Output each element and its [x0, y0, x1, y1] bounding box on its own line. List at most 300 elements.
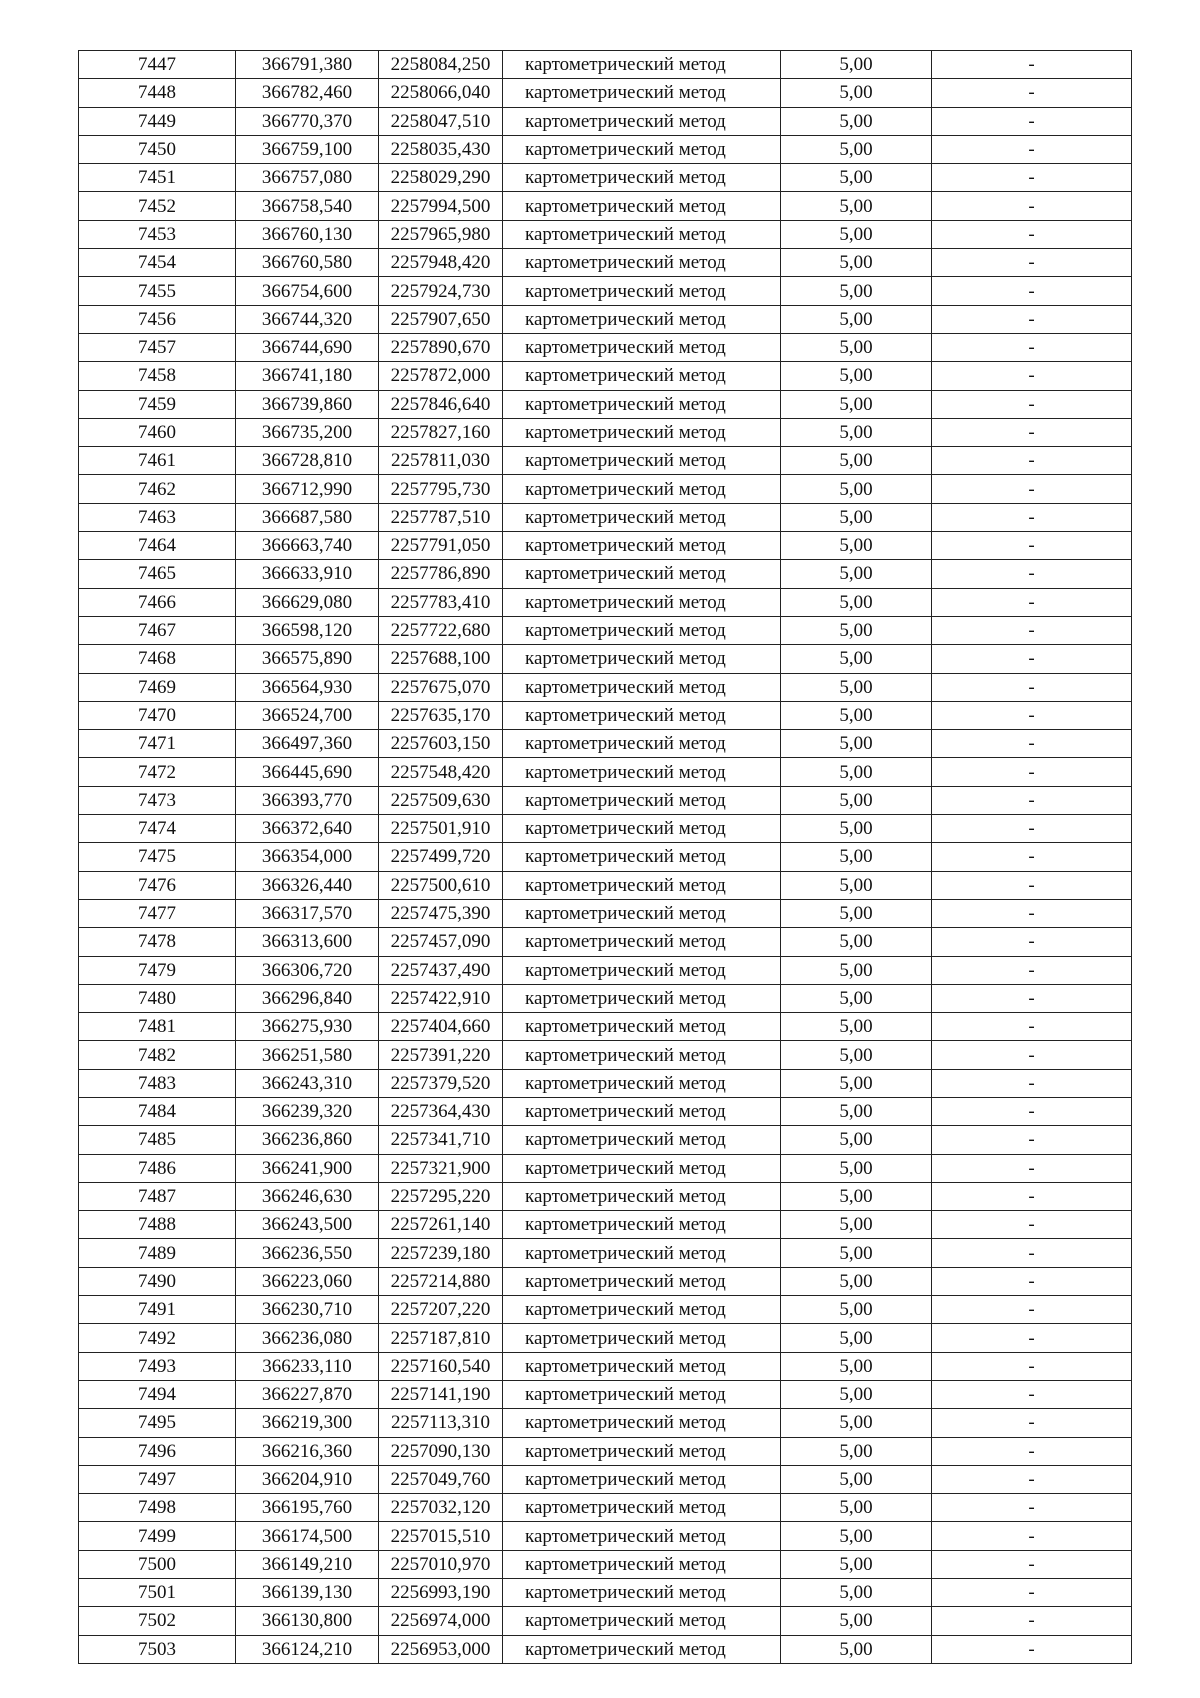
table-row — [79, 107, 1132, 135]
table-row — [79, 871, 1132, 899]
method-cell: картометрический метод — [503, 758, 781, 786]
y-coordinate-cell: 2257090,130 — [379, 1437, 503, 1465]
method-cell: картометрический метод — [503, 79, 781, 107]
accuracy-cell: 5,00 — [781, 956, 932, 984]
point-number-cell: 7496 — [79, 1437, 236, 1465]
y-coordinate-cell: 2258035,430 — [379, 135, 503, 163]
x-coordinate-cell: 366760,580 — [236, 249, 379, 277]
method-cell: картометрический метод — [503, 362, 781, 390]
y-coordinate-cell: 2257509,630 — [379, 786, 503, 814]
accuracy-cell: 5,00 — [781, 390, 932, 418]
point-number-cell: 7478 — [79, 928, 236, 956]
method-cell: картометрический метод — [503, 192, 781, 220]
table-row — [79, 1013, 1132, 1041]
x-coordinate-cell: 366216,360 — [236, 1437, 379, 1465]
point-number-cell: 7502 — [79, 1607, 236, 1635]
x-coordinate-cell: 366296,840 — [236, 984, 379, 1012]
note-cell: - — [932, 1607, 1132, 1635]
table-row — [79, 1522, 1132, 1550]
point-number-cell: 7499 — [79, 1522, 236, 1550]
y-coordinate-cell: 2256953,000 — [379, 1635, 503, 1663]
accuracy-cell: 5,00 — [781, 1267, 932, 1295]
note-cell: - — [932, 815, 1132, 843]
y-coordinate-cell: 2257548,420 — [379, 758, 503, 786]
note-cell: - — [932, 871, 1132, 899]
accuracy-cell: 5,00 — [781, 928, 932, 956]
table-row — [79, 956, 1132, 984]
accuracy-cell: 5,00 — [781, 135, 932, 163]
point-number-cell: 7458 — [79, 362, 236, 390]
x-coordinate-cell: 366326,440 — [236, 871, 379, 899]
note-cell: - — [932, 249, 1132, 277]
y-coordinate-cell: 2257207,220 — [379, 1296, 503, 1324]
note-cell: - — [932, 1465, 1132, 1493]
y-coordinate-cell: 2257872,000 — [379, 362, 503, 390]
y-coordinate-cell: 2256993,190 — [379, 1579, 503, 1607]
method-cell: картометрический метод — [503, 135, 781, 163]
accuracy-cell: 5,00 — [781, 645, 932, 673]
note-cell: - — [932, 786, 1132, 814]
accuracy-cell: 5,00 — [781, 560, 932, 588]
accuracy-cell: 5,00 — [781, 51, 932, 79]
y-coordinate-cell: 2257364,430 — [379, 1097, 503, 1125]
table-row — [79, 1607, 1132, 1635]
accuracy-cell: 5,00 — [781, 503, 932, 531]
accuracy-cell: 5,00 — [781, 79, 932, 107]
note-cell: - — [932, 503, 1132, 531]
note-cell: - — [932, 1494, 1132, 1522]
y-coordinate-cell: 2257321,900 — [379, 1154, 503, 1182]
point-number-cell: 7491 — [79, 1296, 236, 1324]
accuracy-cell: 5,00 — [781, 1069, 932, 1097]
y-coordinate-cell: 2258066,040 — [379, 79, 503, 107]
accuracy-cell: 5,00 — [781, 984, 932, 1012]
note-cell: - — [932, 1013, 1132, 1041]
x-coordinate-cell: 366663,740 — [236, 532, 379, 560]
method-cell: картометрический метод — [503, 1126, 781, 1154]
note-cell: - — [932, 673, 1132, 701]
y-coordinate-cell: 2258047,510 — [379, 107, 503, 135]
note-cell: - — [932, 730, 1132, 758]
note-cell: - — [932, 418, 1132, 446]
x-coordinate-cell: 366744,690 — [236, 333, 379, 361]
x-coordinate-cell: 366354,000 — [236, 843, 379, 871]
note-cell: - — [932, 220, 1132, 248]
accuracy-cell: 5,00 — [781, 305, 932, 333]
method-cell: картометрический метод — [503, 1296, 781, 1324]
method-cell: картометрический метод — [503, 899, 781, 927]
note-cell: - — [932, 1437, 1132, 1465]
method-cell: картометрический метод — [503, 871, 781, 899]
method-cell: картометрический метод — [503, 1607, 781, 1635]
x-coordinate-cell: 366275,930 — [236, 1013, 379, 1041]
x-coordinate-cell: 366195,760 — [236, 1494, 379, 1522]
note-cell: - — [932, 532, 1132, 560]
table-row — [79, 532, 1132, 560]
accuracy-cell: 5,00 — [781, 1211, 932, 1239]
y-coordinate-cell: 2257160,540 — [379, 1352, 503, 1380]
table-row — [79, 1182, 1132, 1210]
accuracy-cell: 5,00 — [781, 192, 932, 220]
table-row — [79, 164, 1132, 192]
accuracy-cell: 5,00 — [781, 871, 932, 899]
point-number-cell: 7479 — [79, 956, 236, 984]
method-cell: картометрический метод — [503, 305, 781, 333]
accuracy-cell: 5,00 — [781, 899, 932, 927]
point-number-cell: 7501 — [79, 1579, 236, 1607]
note-cell: - — [932, 51, 1132, 79]
x-coordinate-cell: 366241,900 — [236, 1154, 379, 1182]
x-coordinate-cell: 366139,130 — [236, 1579, 379, 1607]
note-cell: - — [932, 1041, 1132, 1069]
y-coordinate-cell: 2257786,890 — [379, 560, 503, 588]
y-coordinate-cell: 2257422,910 — [379, 984, 503, 1012]
x-coordinate-cell: 366629,080 — [236, 588, 379, 616]
point-number-cell: 7472 — [79, 758, 236, 786]
method-cell: картометрический метод — [503, 418, 781, 446]
point-number-cell: 7457 — [79, 333, 236, 361]
table-row — [79, 1296, 1132, 1324]
x-coordinate-cell: 366124,210 — [236, 1635, 379, 1663]
y-coordinate-cell: 2257948,420 — [379, 249, 503, 277]
x-coordinate-cell: 366759,100 — [236, 135, 379, 163]
table-row — [79, 1352, 1132, 1380]
method-cell: картометрический метод — [503, 645, 781, 673]
method-cell: картометрический метод — [503, 220, 781, 248]
y-coordinate-cell: 2257795,730 — [379, 475, 503, 503]
accuracy-cell: 5,00 — [781, 447, 932, 475]
point-number-cell: 7477 — [79, 899, 236, 927]
method-cell: картометрический метод — [503, 390, 781, 418]
x-coordinate-cell: 366754,600 — [236, 277, 379, 305]
x-coordinate-cell: 366393,770 — [236, 786, 379, 814]
x-coordinate-cell: 366741,180 — [236, 362, 379, 390]
y-coordinate-cell: 2257500,610 — [379, 871, 503, 899]
accuracy-cell: 5,00 — [781, 333, 932, 361]
y-coordinate-cell: 2258084,250 — [379, 51, 503, 79]
coordinates-table-body — [79, 51, 1132, 1664]
accuracy-cell: 5,00 — [781, 249, 932, 277]
accuracy-cell: 5,00 — [781, 1239, 932, 1267]
x-coordinate-cell: 366246,630 — [236, 1182, 379, 1210]
note-cell: - — [932, 1267, 1132, 1295]
accuracy-cell: 5,00 — [781, 1154, 932, 1182]
x-coordinate-cell: 366251,580 — [236, 1041, 379, 1069]
point-number-cell: 7468 — [79, 645, 236, 673]
point-number-cell: 7462 — [79, 475, 236, 503]
method-cell: картометрический метод — [503, 1635, 781, 1663]
table-row — [79, 1579, 1132, 1607]
note-cell: - — [932, 390, 1132, 418]
x-coordinate-cell: 366243,310 — [236, 1069, 379, 1097]
x-coordinate-cell: 366760,130 — [236, 220, 379, 248]
accuracy-cell: 5,00 — [781, 1380, 932, 1408]
method-cell: картометрический метод — [503, 673, 781, 701]
table-row — [79, 928, 1132, 956]
table-row — [79, 1324, 1132, 1352]
method-cell: картометрический метод — [503, 1380, 781, 1408]
method-cell: картометрический метод — [503, 1324, 781, 1352]
x-coordinate-cell: 366219,300 — [236, 1409, 379, 1437]
table-row — [79, 984, 1132, 1012]
x-coordinate-cell: 366313,600 — [236, 928, 379, 956]
accuracy-cell: 5,00 — [781, 843, 932, 871]
x-coordinate-cell: 366712,990 — [236, 475, 379, 503]
point-number-cell: 7485 — [79, 1126, 236, 1154]
note-cell: - — [932, 1239, 1132, 1267]
y-coordinate-cell: 2257722,680 — [379, 616, 503, 644]
note-cell: - — [932, 1380, 1132, 1408]
y-coordinate-cell: 2257457,090 — [379, 928, 503, 956]
method-cell: картометрический метод — [503, 843, 781, 871]
x-coordinate-cell: 366236,860 — [236, 1126, 379, 1154]
method-cell: картометрический метод — [503, 249, 781, 277]
table-row — [79, 1126, 1132, 1154]
accuracy-cell: 5,00 — [781, 1437, 932, 1465]
y-coordinate-cell: 2257049,760 — [379, 1465, 503, 1493]
y-coordinate-cell: 2257907,650 — [379, 305, 503, 333]
table-row — [79, 305, 1132, 333]
x-coordinate-cell: 366230,710 — [236, 1296, 379, 1324]
x-coordinate-cell: 366149,210 — [236, 1550, 379, 1578]
method-cell: картометрический метод — [503, 1041, 781, 1069]
y-coordinate-cell: 2257141,190 — [379, 1380, 503, 1408]
x-coordinate-cell: 366239,320 — [236, 1097, 379, 1125]
table-row — [79, 645, 1132, 673]
method-cell: картометрический метод — [503, 1239, 781, 1267]
note-cell: - — [932, 1324, 1132, 1352]
x-coordinate-cell: 366174,500 — [236, 1522, 379, 1550]
point-number-cell: 7456 — [79, 305, 236, 333]
x-coordinate-cell: 366223,060 — [236, 1267, 379, 1295]
method-cell: картометрический метод — [503, 1409, 781, 1437]
table-row — [79, 899, 1132, 927]
table-row — [79, 1041, 1132, 1069]
method-cell: картометрический метод — [503, 1182, 781, 1210]
note-cell: - — [932, 447, 1132, 475]
x-coordinate-cell: 366739,860 — [236, 390, 379, 418]
method-cell: картометрический метод — [503, 1097, 781, 1125]
accuracy-cell: 5,00 — [781, 1409, 932, 1437]
table-row — [79, 1239, 1132, 1267]
table-row — [79, 333, 1132, 361]
table-row — [79, 786, 1132, 814]
accuracy-cell: 5,00 — [781, 1097, 932, 1125]
accuracy-cell: 5,00 — [781, 418, 932, 446]
note-cell: - — [932, 984, 1132, 1012]
accuracy-cell: 5,00 — [781, 1550, 932, 1578]
method-cell: картометрический метод — [503, 730, 781, 758]
table-row — [79, 1211, 1132, 1239]
point-number-cell: 7484 — [79, 1097, 236, 1125]
y-coordinate-cell: 2257846,640 — [379, 390, 503, 418]
y-coordinate-cell: 2257994,500 — [379, 192, 503, 220]
table-row — [79, 673, 1132, 701]
table-row — [79, 1069, 1132, 1097]
note-cell: - — [932, 164, 1132, 192]
note-cell: - — [932, 1579, 1132, 1607]
y-coordinate-cell: 2257827,160 — [379, 418, 503, 446]
point-number-cell: 7481 — [79, 1013, 236, 1041]
table-row — [79, 1267, 1132, 1295]
note-cell: - — [932, 107, 1132, 135]
accuracy-cell: 5,00 — [781, 107, 932, 135]
point-number-cell: 7452 — [79, 192, 236, 220]
method-cell: картометрический метод — [503, 447, 781, 475]
method-cell: картометрический метод — [503, 560, 781, 588]
point-number-cell: 7497 — [79, 1465, 236, 1493]
accuracy-cell: 5,00 — [781, 730, 932, 758]
point-number-cell: 7500 — [79, 1550, 236, 1578]
point-number-cell: 7487 — [79, 1182, 236, 1210]
y-coordinate-cell: 2257475,390 — [379, 899, 503, 927]
table-row — [79, 815, 1132, 843]
x-coordinate-cell: 366770,370 — [236, 107, 379, 135]
table-row — [79, 1409, 1132, 1437]
point-number-cell: 7469 — [79, 673, 236, 701]
accuracy-cell: 5,00 — [781, 277, 932, 305]
x-coordinate-cell: 366758,540 — [236, 192, 379, 220]
method-cell: картометрический метод — [503, 503, 781, 531]
x-coordinate-cell: 366243,500 — [236, 1211, 379, 1239]
accuracy-cell: 5,00 — [781, 1607, 932, 1635]
note-cell: - — [932, 1296, 1132, 1324]
note-cell: - — [932, 333, 1132, 361]
accuracy-cell: 5,00 — [781, 758, 932, 786]
note-cell: - — [932, 1550, 1132, 1578]
point-number-cell: 7467 — [79, 616, 236, 644]
method-cell: картометрический метод — [503, 1211, 781, 1239]
y-coordinate-cell: 2257924,730 — [379, 277, 503, 305]
accuracy-cell: 5,00 — [781, 1296, 932, 1324]
point-number-cell: 7482 — [79, 1041, 236, 1069]
table-row — [79, 220, 1132, 248]
y-coordinate-cell: 2257783,410 — [379, 588, 503, 616]
method-cell: картометрический метод — [503, 51, 781, 79]
note-cell: - — [932, 305, 1132, 333]
x-coordinate-cell: 366633,910 — [236, 560, 379, 588]
method-cell: картометрический метод — [503, 786, 781, 814]
point-number-cell: 7474 — [79, 815, 236, 843]
point-number-cell: 7480 — [79, 984, 236, 1012]
table-row — [79, 1635, 1132, 1663]
note-cell: - — [932, 277, 1132, 305]
x-coordinate-cell: 366227,870 — [236, 1380, 379, 1408]
point-number-cell: 7498 — [79, 1494, 236, 1522]
point-number-cell: 7461 — [79, 447, 236, 475]
method-cell: картометрический метод — [503, 588, 781, 616]
method-cell: картометрический метод — [503, 277, 781, 305]
accuracy-cell: 5,00 — [781, 220, 932, 248]
point-number-cell: 7476 — [79, 871, 236, 899]
y-coordinate-cell: 2256974,000 — [379, 1607, 503, 1635]
method-cell: картометрический метод — [503, 333, 781, 361]
x-coordinate-cell: 366204,910 — [236, 1465, 379, 1493]
accuracy-cell: 5,00 — [781, 701, 932, 729]
y-coordinate-cell: 2257187,810 — [379, 1324, 503, 1352]
accuracy-cell: 5,00 — [781, 1352, 932, 1380]
method-cell: картометрический метод — [503, 107, 781, 135]
y-coordinate-cell: 2257261,140 — [379, 1211, 503, 1239]
table-row — [79, 1154, 1132, 1182]
note-cell: - — [932, 192, 1132, 220]
x-coordinate-cell: 366317,570 — [236, 899, 379, 927]
y-coordinate-cell: 2257675,070 — [379, 673, 503, 701]
method-cell: картометрический метод — [503, 1522, 781, 1550]
table-row — [79, 135, 1132, 163]
table-row — [79, 1494, 1132, 1522]
table-row — [79, 730, 1132, 758]
table-row — [79, 192, 1132, 220]
y-coordinate-cell: 2257603,150 — [379, 730, 503, 758]
y-coordinate-cell: 2257113,310 — [379, 1409, 503, 1437]
method-cell: картометрический метод — [503, 1154, 781, 1182]
table-row — [79, 843, 1132, 871]
accuracy-cell: 5,00 — [781, 616, 932, 644]
note-cell: - — [932, 475, 1132, 503]
method-cell: картометрический метод — [503, 815, 781, 843]
point-number-cell: 7466 — [79, 588, 236, 616]
y-coordinate-cell: 2257811,030 — [379, 447, 503, 475]
accuracy-cell: 5,00 — [781, 1522, 932, 1550]
note-cell: - — [932, 1211, 1132, 1239]
y-coordinate-cell: 2257890,670 — [379, 333, 503, 361]
method-cell: картометрический метод — [503, 1465, 781, 1493]
table-row — [79, 588, 1132, 616]
method-cell: картометрический метод — [503, 928, 781, 956]
x-coordinate-cell: 366236,080 — [236, 1324, 379, 1352]
point-number-cell: 7453 — [79, 220, 236, 248]
table-row — [79, 447, 1132, 475]
point-number-cell: 7495 — [79, 1409, 236, 1437]
note-cell: - — [932, 645, 1132, 673]
point-number-cell: 7448 — [79, 79, 236, 107]
point-number-cell: 7503 — [79, 1635, 236, 1663]
y-coordinate-cell: 2257437,490 — [379, 956, 503, 984]
x-coordinate-cell: 366728,810 — [236, 447, 379, 475]
table-row — [79, 701, 1132, 729]
note-cell: - — [932, 1069, 1132, 1097]
table-row — [79, 51, 1132, 79]
note-cell: - — [932, 362, 1132, 390]
accuracy-cell: 5,00 — [781, 475, 932, 503]
method-cell: картометрический метод — [503, 956, 781, 984]
point-number-cell: 7460 — [79, 418, 236, 446]
table-row — [79, 79, 1132, 107]
note-cell: - — [932, 1182, 1132, 1210]
note-cell: - — [932, 1352, 1132, 1380]
point-number-cell: 7459 — [79, 390, 236, 418]
y-coordinate-cell: 2257499,720 — [379, 843, 503, 871]
method-cell: картометрический метод — [503, 1494, 781, 1522]
point-number-cell: 7493 — [79, 1352, 236, 1380]
accuracy-cell: 5,00 — [781, 362, 932, 390]
method-cell: картометрический метод — [503, 1550, 781, 1578]
method-cell: картометрический метод — [503, 984, 781, 1012]
point-number-cell: 7490 — [79, 1267, 236, 1295]
note-cell: - — [932, 1154, 1132, 1182]
table-row — [79, 616, 1132, 644]
method-cell: картометрический метод — [503, 1437, 781, 1465]
point-number-cell: 7464 — [79, 532, 236, 560]
point-number-cell: 7470 — [79, 701, 236, 729]
accuracy-cell: 5,00 — [781, 1579, 932, 1607]
accuracy-cell: 5,00 — [781, 786, 932, 814]
y-coordinate-cell: 2257404,660 — [379, 1013, 503, 1041]
table-row — [79, 758, 1132, 786]
table-row — [79, 249, 1132, 277]
coordinates-table — [78, 50, 1132, 1664]
